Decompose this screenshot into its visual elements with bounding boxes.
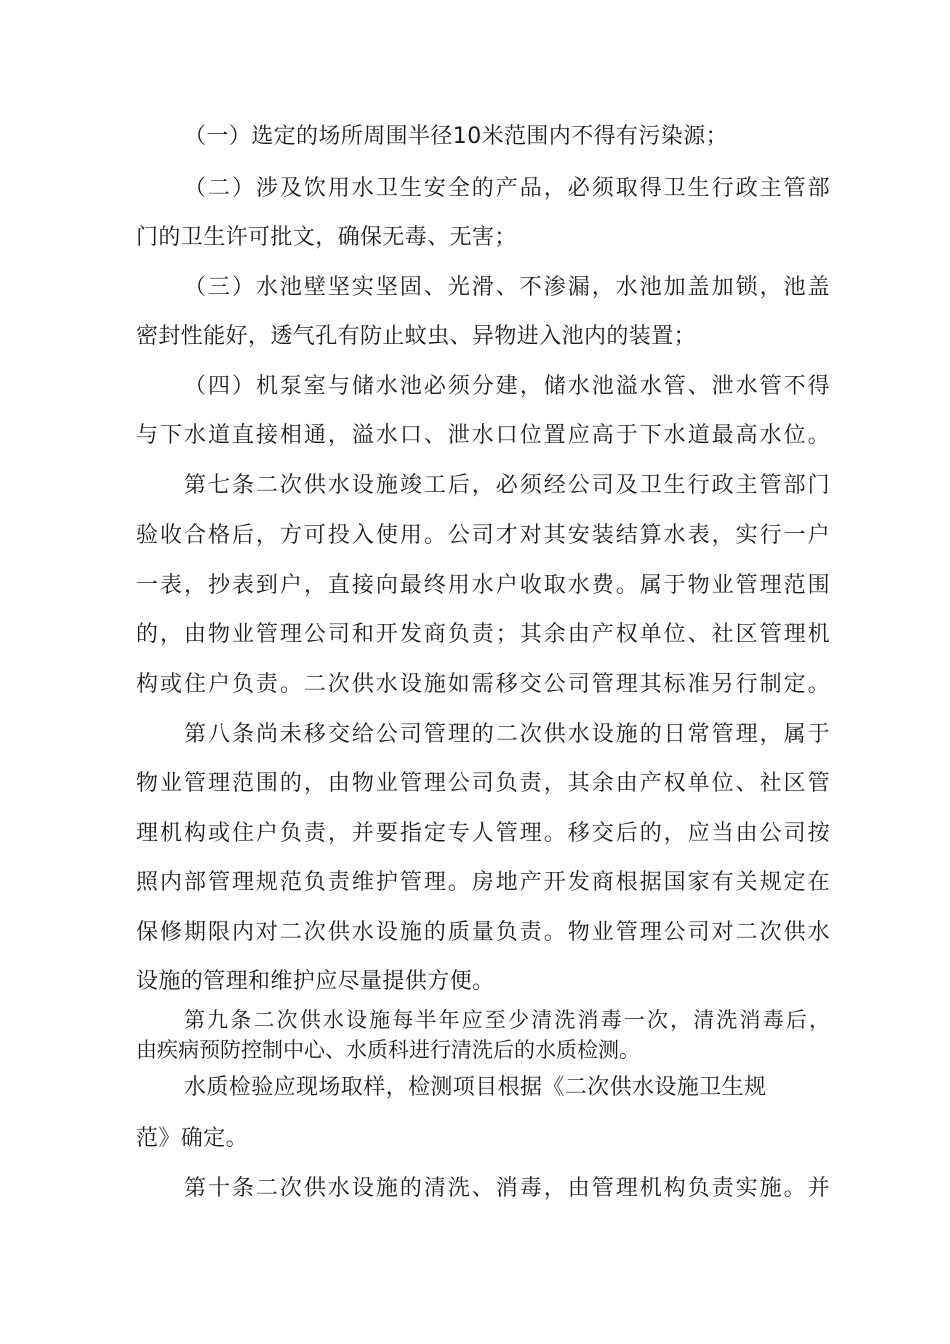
clause-3-text-line-1: （三）水池壁坚实坚固、光滑、不渗漏，水池加盖加锁，池盖 [184,275,830,300]
clause-1-text: （一）选定的场所周围半径10米范围内不得有污染源； [184,124,728,149]
article-8-line-2: 物业管理范围的，由物业管理公司负责，其余由产权单位、社区管 [136,771,830,796]
article-7-line-1: 第七条二次供水设施竣工后，必须经公司及卫生行政主管部门 [184,473,830,498]
clause-4-text-line-1: （四）机泵室与储水池必须分建，储水池溢水管、泄水管不得 [184,374,830,399]
article-7-line-2: 验收合格后，方可投入使用。公司才对其安装结算水表，实行一户 [136,523,830,548]
article-8-line-1: 第八条尚未移交给公司管理的二次供水设施的日常管理，属于 [184,722,830,747]
article-8-line-4: 照内部管理规范负责维护管理。房地产开发商根据国家有关规定在 [136,870,830,895]
water-quality-line-1: 水质检验应现场取样，检测项目根据《二次供水设施卫生规 [184,1075,767,1100]
article-9-line-2: 由疾病预防控制中心、水质科进行清洗后的水质检测。 [136,1038,640,1062]
article-7-line-5: 构或住户负责。二次供水设施如需移交公司管理其标准另行制定。 [136,672,830,697]
article-7-line-3: 一表，抄表到户，直接向最终用水户收取水费。属于物业管理范围 [136,573,830,598]
article-8-line-3: 理机构或住户负责，并要指定专人管理。移交后的，应当由公司按 [136,821,830,846]
clause-2-text-line-2: 门的卫生许可批文，确保无毒、无害； [136,225,517,250]
article-8-line-6: 设施的管理和维护应尽量提供方便。 [136,969,495,994]
water-quality-line-2: 范》确定。 [136,1126,249,1151]
article-8-line-5: 保修期限内对二次供水设施的质量负责。物业管理公司对二次供水 [136,920,830,945]
clause-3-text-line-2: 密封性能好，透气孔有防止蚊虫、异物进入池内的装置； [136,324,697,349]
article-7-line-4: 的，由物业管理公司和开发商负责；其余由产权单位、社区管理机 [136,622,830,647]
clause-4-text-line-2: 与下水道直接相通，溢水口、泄水口位置应高于下水道最高水位。 [136,423,830,448]
article-9-line-1: 第九条二次供水设施每半年应至少清洗消毒一次，清洗消毒后， [184,1008,830,1032]
clause-2-text-line-1: （二）涉及饮用水卫生安全的产品，必须取得卫生行政主管部 [184,176,830,201]
article-10-line-1: 第十条二次供水设施的清洗、消毒，由管理机构负责实施。并 [184,1176,830,1201]
